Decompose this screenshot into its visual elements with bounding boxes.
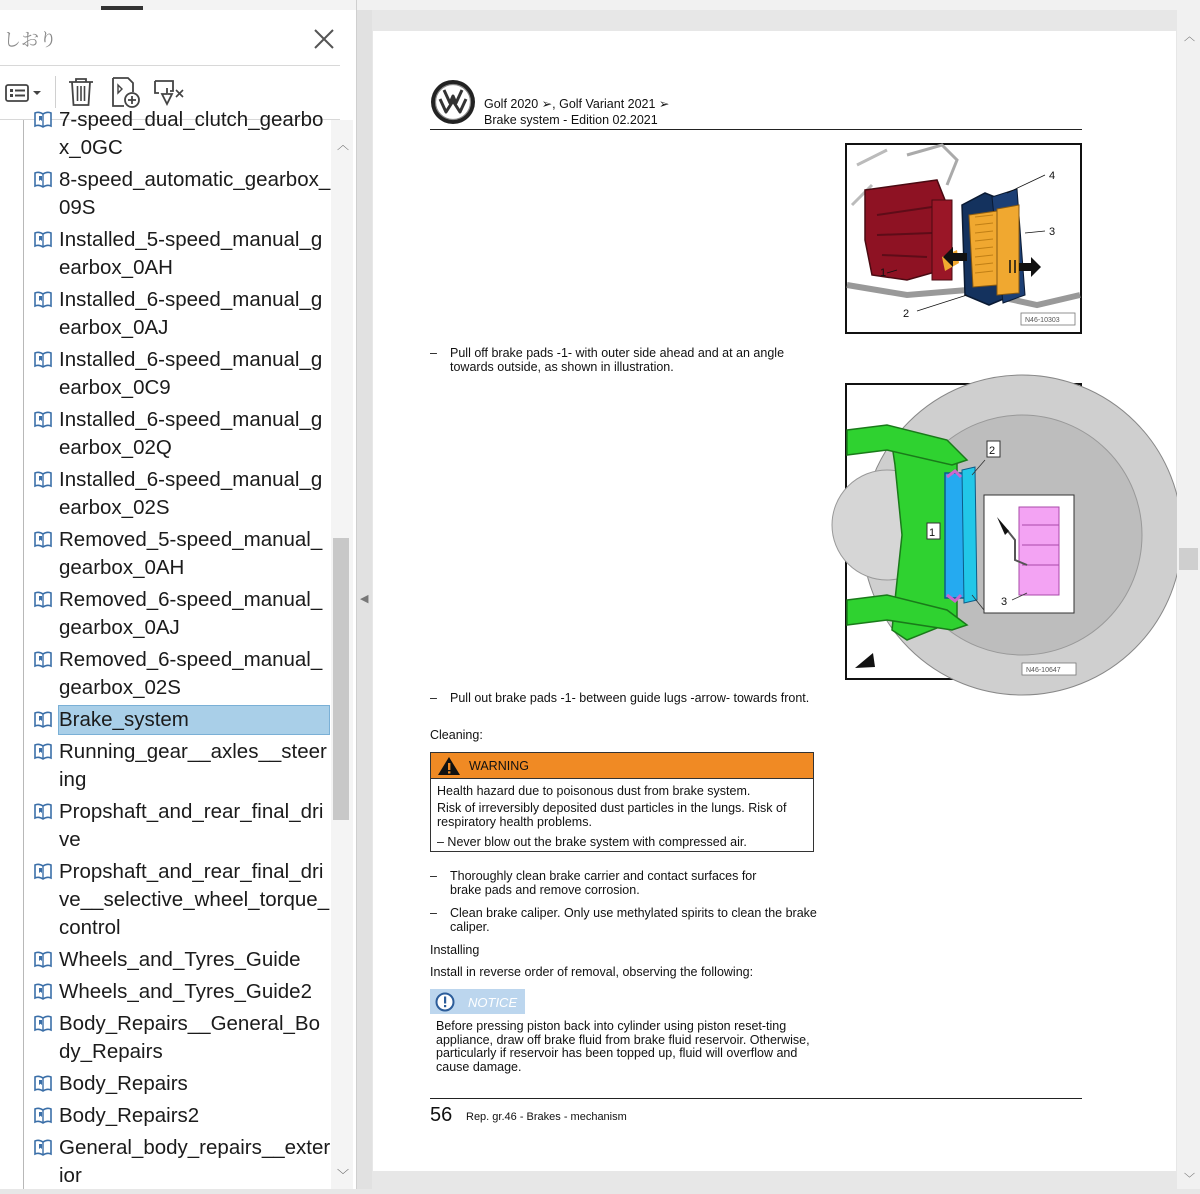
bookmark-label: Installed_6-speed_manual_gearbox_02S (59, 468, 323, 519)
figure-callout: 2 (989, 445, 996, 457)
figure-code: N46-10303 (1025, 317, 1060, 324)
bookmark-icon (32, 802, 54, 822)
bookmark-scrollbar[interactable] (331, 120, 353, 1189)
figure-callout: 1 (880, 267, 887, 279)
bookmark-icon (32, 290, 54, 310)
doc-header-section: Brake system - Edition 02.2021 (484, 113, 658, 127)
list-options-icon (2, 74, 44, 110)
bookmark-label: Installed_6-speed_manual_gearbox_02Q (59, 408, 323, 459)
bookmarks-pane (0, 0, 357, 1189)
pane-tab-strip (0, 0, 356, 10)
page-number: 56 (430, 1104, 453, 1126)
bookmark-item[interactable] (0, 858, 331, 946)
install-text: Install in reverse order of removal, observing the following: (430, 965, 754, 979)
cleaning-heading: Cleaning: (430, 728, 483, 742)
document-page (373, 31, 1176, 1171)
figure-callout: 3 (1049, 226, 1056, 238)
bookmark-label: Wheels_and_Tyres_Guide (59, 948, 301, 971)
footer-text: Rep. gr.46 - Brakes - mechanism (466, 1111, 627, 1123)
step-dash: – (430, 906, 437, 920)
document-top-strip (357, 0, 1200, 10)
document-scroll-thumb[interactable] (1179, 548, 1198, 570)
bookmark-item[interactable] (0, 1070, 331, 1102)
bookmark-item[interactable] (0, 798, 331, 858)
bookmark-label: 8-speed_automatic_gearbox_09S (59, 168, 331, 219)
bookmark-label: Running_gear__axles__steering (59, 740, 327, 791)
bookmark-list (0, 106, 331, 1194)
scroll-down-icon[interactable]: ﹀ (1184, 1173, 1195, 1185)
delete-bookmark-button[interactable] (64, 74, 98, 110)
bookmark-label: Brake_system (59, 706, 329, 734)
warning-text: Risk of irreversibly deposited dust particles in the lungs. Risk of respiratory health problems. (437, 801, 787, 829)
warning-icon (437, 756, 461, 776)
bookmark-label: Wheels_and_Tyres_Guide2 (59, 980, 312, 1003)
bookmark-label: Installed_6-speed_manual_gearbox_0AJ (59, 288, 323, 339)
scroll-up-icon[interactable]: ︿ (1184, 31, 1195, 43)
divider (0, 65, 340, 66)
notice-badge (430, 989, 525, 1014)
bookmark-item[interactable] (0, 946, 331, 978)
brake-carrier-illustration (847, 385, 1080, 678)
figure-callout: 3 (1001, 596, 1008, 608)
bookmark-label: Installed_5-speed_manual_gearbox_0AH (59, 228, 323, 279)
bookmark-label: Installed_6-speed_manual_gearbox_0C9 (59, 348, 323, 399)
warning-box (430, 752, 814, 852)
close-icon (309, 24, 339, 54)
bookmark-label: Removed_6-speed_manual_gearbox_0AJ (59, 588, 323, 639)
bookmark-label: Propshaft_and_rear_final_drive (59, 800, 324, 851)
step-text: Clean brake caliper. Only use methylated spirits to clean the brake caliper. (450, 906, 817, 934)
bookmark-item[interactable] (0, 1102, 331, 1134)
bookmark-item[interactable] (0, 106, 331, 166)
bookmark-icon (32, 1014, 54, 1034)
bookmark-label: Removed_5-speed_manual_gearbox_0AH (59, 528, 323, 579)
step-clean-carrier (430, 870, 820, 897)
bookmark-tree (0, 108, 356, 1189)
doc-header-model: Golf 2020 ➢, Golf Variant 2021 ➢ (484, 97, 670, 111)
toolbar-divider (55, 76, 56, 108)
document-scrollbar[interactable] (1177, 10, 1200, 1189)
warning-header (431, 753, 813, 779)
pane-title: しおり (3, 30, 57, 51)
bookmark-item[interactable] (0, 166, 331, 226)
step-pull-off-pads (430, 347, 820, 374)
pane-header (0, 10, 356, 66)
bookmark-label: Body_Repairs (59, 1072, 188, 1095)
bookmark-icon (32, 862, 54, 882)
bookmark-icon (32, 350, 54, 370)
header-rule (430, 129, 1082, 130)
brake-caliper-illustration (847, 145, 1080, 332)
bookmark-item[interactable] (0, 226, 331, 286)
bookmark-item[interactable] (0, 466, 331, 526)
info-icon (435, 992, 455, 1012)
footer-rule (430, 1098, 1082, 1099)
bookmark-item[interactable] (0, 978, 331, 1010)
figure-code: N46-10647 (1026, 667, 1061, 674)
find-bookmark-icon (150, 74, 188, 110)
bookmark-scroll-thumb[interactable] (333, 538, 349, 820)
step-text: Pull off brake pads -1- with outer side ahead and at an angle towards outside, as shown in illustration. (450, 346, 785, 374)
bookmark-icon (32, 1138, 54, 1158)
bookmark-icon (32, 650, 54, 670)
step-dash: – (430, 869, 437, 883)
options-button[interactable] (2, 74, 44, 110)
bookmark-item[interactable] (0, 1010, 331, 1070)
scroll-up-icon[interactable]: ︿ (337, 138, 350, 152)
bookmark-item[interactable] (0, 526, 331, 586)
bookmark-item[interactable] (0, 706, 331, 738)
figure-callout: 4 (1049, 170, 1056, 182)
bookmark-label: 7-speed_dual_clutch_gearbox_0GC (59, 108, 324, 159)
collapse-pane-icon[interactable]: ◀ (360, 593, 369, 605)
step-text: Pull out brake pads -1- between guide lugs -arrow- towards front. (450, 691, 810, 705)
bookmark-label: Body_Repairs2 (59, 1104, 200, 1127)
pane-splitter[interactable] (357, 0, 372, 1189)
bookmark-icon (32, 1106, 54, 1126)
bookmark-icon (32, 110, 54, 130)
bookmark-item[interactable] (0, 286, 331, 346)
figure-callout: 2 (903, 308, 910, 320)
bookmark-label: Body_Repairs__General_Body_Repairs (59, 1012, 320, 1063)
step-pull-out-pads (430, 692, 820, 706)
bookmark-icon (32, 470, 54, 490)
step-dash: – (430, 346, 437, 360)
warning-label: WARNING (469, 759, 529, 773)
bookmark-label: Propshaft_and_rear_final_drive__selective_wheel_torque_control (59, 860, 330, 939)
bookmark-item[interactable] (0, 646, 331, 706)
step-text: Thoroughly clean brake carrier and contact surfaces for brake pads and remove corrosion. (450, 869, 757, 897)
add-bookmark-button[interactable] (106, 74, 144, 110)
find-bookmark-button[interactable] (150, 74, 188, 110)
bookmark-label: Removed_6-speed_manual_gearbox_02S (59, 648, 323, 699)
bookmark-icon (32, 590, 54, 610)
add-bookmark-icon (106, 74, 144, 110)
bookmark-icon (32, 710, 54, 730)
figure-brake-pad-removal (845, 143, 1082, 334)
step-clean-caliper (430, 907, 820, 934)
notice-text: Before pressing piston back into cylinder using piston reset-ting appliance, draw off brake fluid from brake fluid reservoir. Otherwise, particularly if reservoir has been topped up, fluid will overflow and cause damage. (436, 1019, 810, 1074)
bookmark-label: General_body_repairs__exterior (59, 1136, 331, 1187)
scroll-down-icon[interactable]: ﹀ (337, 1168, 350, 1182)
trash-icon (64, 74, 98, 110)
notice-label: NOTICE (468, 995, 518, 1010)
bookmark-icon (32, 230, 54, 250)
step-dash: – (430, 691, 437, 705)
bookmark-icon (32, 410, 54, 430)
bookmark-icon (32, 982, 54, 1002)
bookmark-item[interactable] (0, 1134, 331, 1194)
warning-text: – Never blow out the brake system with compressed air. (437, 835, 747, 849)
installing-heading: Installing (430, 943, 480, 957)
close-pane-button[interactable] (309, 24, 339, 54)
bookmark-item[interactable] (0, 738, 331, 798)
bookmark-icon (32, 950, 54, 970)
bookmark-item[interactable] (0, 406, 331, 466)
warning-text: Health hazard due to poisonous dust from brake system. (437, 784, 751, 798)
bookmark-icon (32, 170, 54, 190)
figure-guide-lugs (845, 383, 1082, 680)
vw-logo-icon (430, 79, 476, 125)
figure-callout: 1 (929, 527, 936, 539)
bookmark-item[interactable] (0, 586, 331, 646)
bookmark-item[interactable] (0, 346, 331, 406)
bookmark-icon (32, 1074, 54, 1094)
bookmark-icon (32, 742, 54, 762)
bookmark-icon (32, 530, 54, 550)
